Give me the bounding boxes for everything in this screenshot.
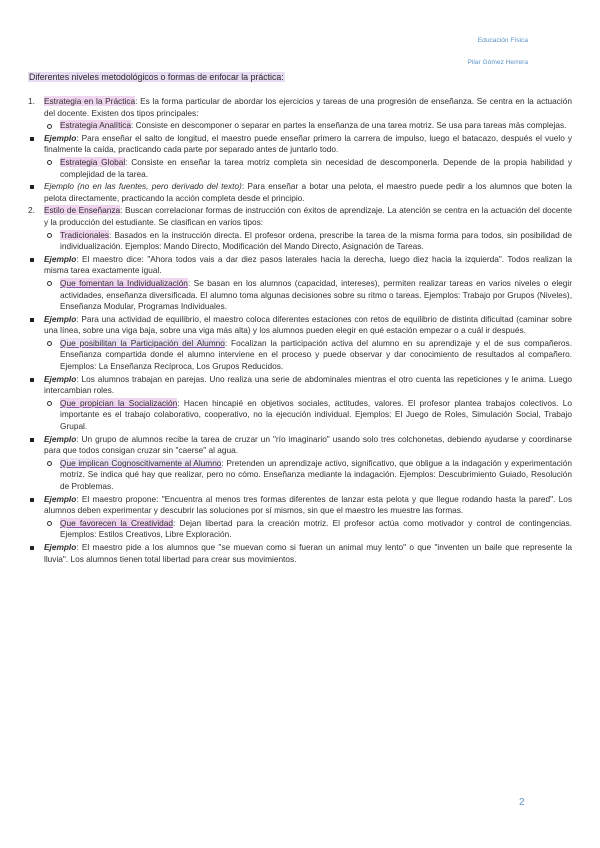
circle-bullet-icon (47, 233, 52, 238)
term-socializacion: Que propician la Socialización (60, 397, 178, 408)
item-number: 2. (28, 205, 35, 216)
example-label: Ejemplo (44, 373, 77, 384)
item-text: : Pretenden un aprendizaje activo, significativo, que obligue a la indagación y experimentación motriz. Se indica qué hay que realizar, pero no cómo. Enseñanza mediante la indagación. Ejemplos: Descubrimiento Guiado, Resolución de Problemas. (60, 457, 572, 491)
term-cognoscitivamente: Que implican Cognoscitivamente al Alumno (60, 457, 222, 468)
square-bullet-icon (30, 258, 34, 262)
example-label: Ejemplo (44, 132, 77, 143)
term-estrategia-analitica: Estrategia Analítica (60, 120, 132, 131)
item-text: : Un grupo de alumnos recibe la tarea de cruzar un "río imaginario" usando solo tres colchonetas, debiendo ayudarse y coordinarse para que todos consigan cruzar sin "caerse" al agua. (44, 433, 572, 456)
example-item (28, 434, 572, 457)
item-text: : Hacen hincapié en objetivos sociales, actitudes, valores. El profesor plantea trabajos colectivos. Lo importante es el trabajo colaborativo, cooperativo, no la ejecución individual. Ejemplos: El Juego de Roles, Simulación Social, Trabajo Grupal. (60, 397, 572, 432)
item-text: : Es la forma particular de abordar los ejercicios y tareas de una progresión de enseñanza. Se centra en la actuación del docente. Existen dos tipos principales: (44, 96, 572, 118)
term-individualizacion: Que fomentan la Individualización (60, 277, 188, 288)
list-item (44, 157, 572, 180)
term-estrategia-global: Estrategia Global (60, 156, 126, 167)
item-number: 1. (28, 96, 35, 106)
list-item (44, 278, 572, 313)
item-text: : Se basan en los alumnos (capacidad, intereses), permiten realizar tareas en varios niveles o elegir actividades, enseñanza diversificada. El alumno toma algunas decisiones sobre su ritmo o tareas. Ejemplos: Trabajo por Grupos (Niveles), Enseñanza Modular, Programas Individuales. (60, 277, 573, 312)
term-creatividad: Que favorecen la Creatividad (60, 517, 174, 528)
list-item (44, 518, 572, 541)
list-item (44, 338, 572, 373)
square-bullet-icon (30, 137, 34, 141)
list-item (28, 205, 572, 228)
header-author: Pilar Gómez Herrera (467, 59, 528, 66)
circle-bullet-icon (47, 401, 52, 406)
item-text: : Para enseñar el salto de longitud, el maestro puede enseñar primero la carrera de impulso, luego el batacazo, después el vuelo y finalmente la caída, practicando cada parte por separado antes de juntarlo todo. (44, 132, 572, 155)
example-item (28, 314, 572, 337)
example-label: Ejemplo (no en las fuentes, pero derivado del texto) (44, 181, 242, 192)
square-bullet-icon (30, 185, 34, 189)
item-text: : Focalizan la participación activa del alumno en su aprendizaje y el de sus compañeros. Enseñanza compartida donde el alumno interviene en el proceso y puede observar y dar conocimiento de resultados al compañero. Ejemplos: La Enseñanza Recíproca, Los Grupos Reducidos. (60, 337, 572, 372)
example-label: Ejemplo (44, 313, 77, 324)
item-text: : Para enseñar a botar una pelota, el maestro puede pedir a los alumnos que boten la pelota directamente, practicando la acción completa desde el principio. (44, 181, 572, 203)
example-item (28, 494, 572, 517)
item-text: : Consiste en enseñar la tarea motriz completa sin necesidad de descomponerla. Depende de la propia habilidad y complejidad de la tarea. (60, 156, 572, 179)
list-item (44, 458, 572, 493)
example-item (28, 542, 572, 565)
square-bullet-icon (30, 498, 34, 502)
item-text: : Buscan correlacionar formas de instrucción con éxitos de aprendizaje. La atención se centra en la actuación del docente y la producción del estudiante. Se clasifican en varios tipos: (44, 205, 572, 227)
term-participacion: Que posibilitan la Participación del Alumno (60, 337, 225, 348)
term-estrategia-practica: Estrategia en la Práctica (44, 96, 136, 106)
item-text: : Los alumnos trabajan en parejas. Uno realiza una serie de abdominales mientras el otro cuenta las repeticiones y le anima. Luego intercambian roles. (44, 373, 572, 396)
term-tradicionales: Tradicionales (60, 229, 110, 240)
square-bullet-icon (30, 546, 34, 550)
example-label: Ejemplo (44, 493, 77, 504)
circle-bullet-icon (47, 160, 52, 165)
list-item (28, 96, 572, 119)
square-bullet-icon (30, 438, 34, 442)
circle-bullet-icon (47, 124, 52, 129)
item-text: : Para una actividad de equilibrio, el maestro coloca diferentes estaciones con retos de equilibrio de distinta dificultad (caminar sobre una línea, sobre una viga baja, sobre una viga más alta) y los alumnos pueden elegir en qué estación empezar o a cuál ir después. (44, 313, 572, 336)
item-text: : El maestro dice: "Ahora todos vais a dar diez pasos laterales hacia la derecha, luego diez hacia la izquierda". Todos realizan la misma tarea exactamente igual. (44, 253, 572, 276)
example-item (28, 181, 572, 204)
circle-bullet-icon (47, 341, 52, 346)
item-text: : El maestro pide a los alumnos que "se muevan como si fueran un animal muy lento" o que "inventen un baile que represente la lluvia". Los alumnos tienen total libertad para crear sus movimientos. (44, 541, 572, 564)
square-bullet-icon (30, 378, 34, 382)
term-estilo-ensenanza: Estilo de Enseñanza (44, 205, 121, 216)
section-title: Diferentes niveles metodológicos o formas de enfocar la práctica: (29, 72, 284, 82)
square-bullet-icon (30, 318, 34, 322)
page-number: 2 (519, 797, 525, 808)
item-text: : El maestro propone: "Encuentra al menos tres formas diferentes de lanzar esta pelota y que llegue rodando hasta la pared". Los alumnos deben experimentar y descubrir las soluciones por sí mismos, sin que el maestro les muestre las formas. (44, 493, 572, 516)
circle-bullet-icon (47, 461, 52, 466)
content-body (28, 96, 572, 566)
list-item (44, 230, 572, 253)
circle-bullet-icon (47, 281, 52, 286)
example-label: Ejemplo (44, 253, 77, 264)
example-item (28, 254, 572, 277)
item-text: : Basados en la instrucción directa. El profesor ordena, prescribe la tarea de la misma forma para todos, sin posibilidad de individualización. Ejemplos: Mando Directo, Modificación del Mando Directo, Asignación de Tareas. (60, 229, 572, 252)
example-item (28, 374, 572, 397)
list-item (44, 120, 572, 132)
circle-bullet-icon (47, 521, 52, 526)
example-label: Ejemplo (44, 433, 77, 444)
item-text: : Dejan libertad para la creación motriz. El profesor actúa como motivador y control de contingencias. Ejemplos: Estilos Creativos, Libre Exploración. (60, 517, 572, 540)
example-label: Ejemplo (44, 541, 77, 552)
header-subject: Educación Física (477, 37, 528, 44)
list-item (44, 398, 572, 433)
example-item (28, 133, 572, 156)
item-text: : Consiste en descomponer o separar en partes la enseñanza de una tarea motriz. Se usa para tareas más complejas. (131, 120, 567, 131)
